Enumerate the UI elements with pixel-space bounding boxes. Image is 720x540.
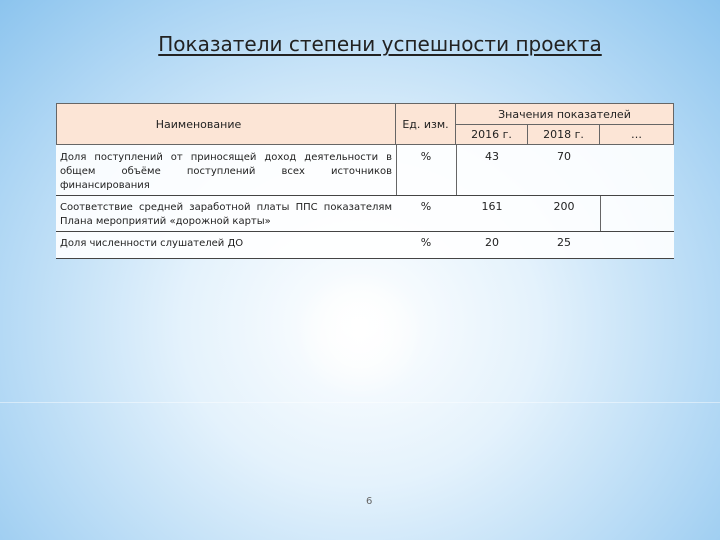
background-divider: [0, 402, 720, 403]
table-row: [56, 145, 674, 195]
row-name: Доля численности слушателей ДО: [60, 238, 244, 249]
header-year-2018: 2018 г.: [528, 124, 600, 145]
header-year-2016: 2016 г.: [456, 124, 528, 145]
row-unit: %: [420, 236, 432, 249]
row-name: Доля поступлений от приносящей доход деятельности в общем объёме поступлений всех источников финансирования: [60, 152, 392, 191]
row-unit: %: [420, 150, 432, 163]
header-unit: Ед. изм.: [396, 103, 456, 145]
row-value-2016: 161: [481, 200, 503, 213]
indicators-table: [56, 103, 674, 259]
row-value-2018: 25: [557, 236, 571, 249]
row-value-2016: 20: [485, 236, 499, 249]
table-row: [56, 195, 674, 231]
slide-title: Показатели степени успешности проекта: [158, 32, 602, 56]
row-value-2018: 200: [553, 200, 575, 213]
row-value-2018: 70: [557, 150, 571, 163]
background-glow: [295, 270, 425, 400]
page-number: 6: [366, 496, 373, 507]
row-name: Соответствие средней заработной платы ППС показателям Плана мероприятий «дорожной карты»: [60, 202, 392, 227]
header-values: Значения показателей: [456, 103, 674, 125]
header-name: Наименование: [56, 103, 396, 145]
row-divider: [56, 258, 674, 259]
row-value-2016: 43: [485, 150, 499, 163]
row-unit: %: [420, 200, 432, 213]
header-year-more: …: [600, 124, 674, 145]
table-row: [56, 231, 674, 259]
